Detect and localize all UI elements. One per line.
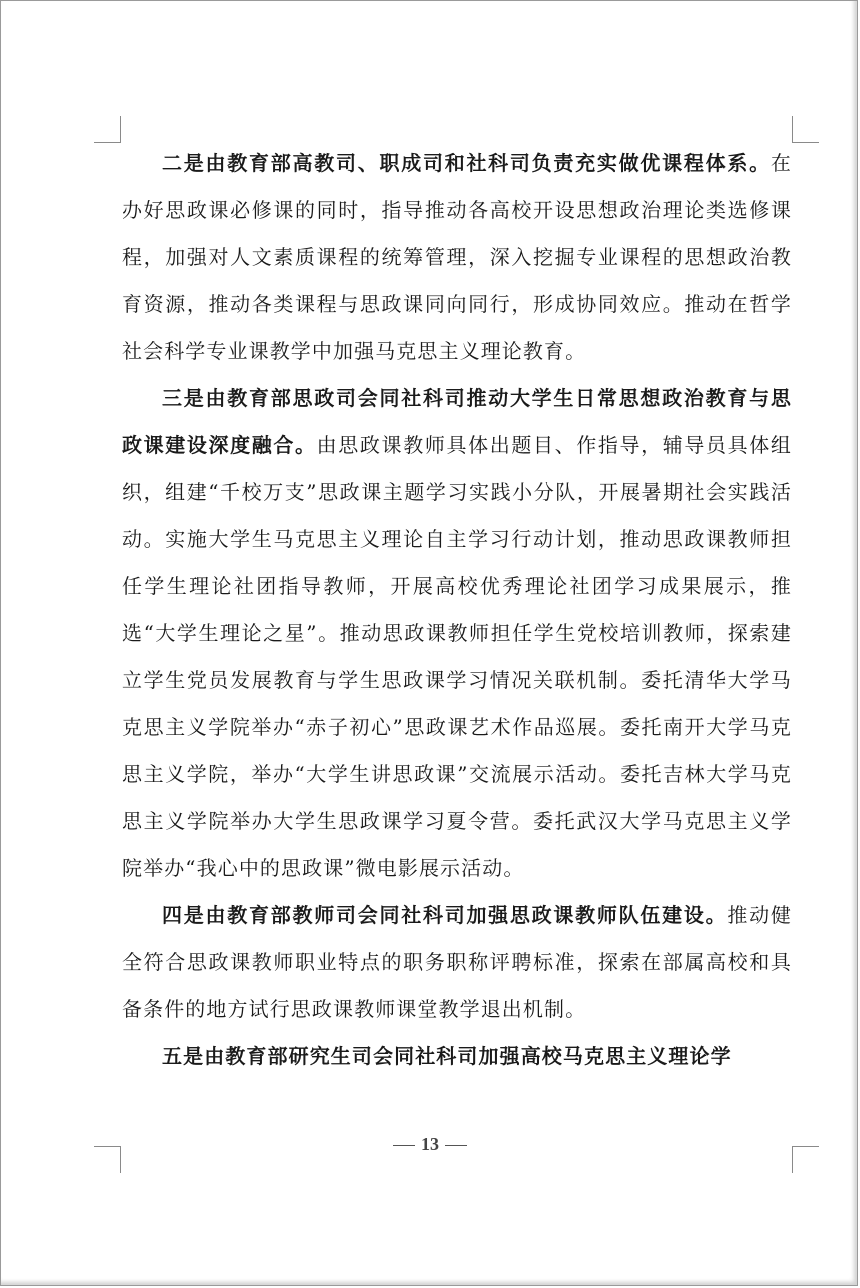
paragraph-lead: 四是由教育部教师司会同社科司加强思政课教师队伍建设。 [162, 903, 728, 927]
paragraph-lead: 五是由教育部研究生司会同社科司加强高校马克思主义理论学 [162, 1044, 732, 1068]
page-number-dash-left [393, 1145, 415, 1146]
paragraph-4 [122, 892, 792, 1033]
paragraph-lead: 三是由教育部思政司会同社科司推动大学生日常思想政治教育与思政课建设深度融合。 [122, 386, 792, 457]
paragraph-text: 由思政课教师具体出题目、作指导，辅导员具体组织，组建“千校万支”思政课主题学习实践小分队，开展暑期社会实践活动。实施大学生马克思主义理论自主学习行动计划，推动思政课教师担任学生理论社团指导教师，开展高校优秀理论社团学习成果展示，推选“大学生理论之星”。推动思政课教师担任学生党校培训教师，探索建立学生党员发展教育与学生思政课学习情况关联机制。委托清华大学马克思主义学院举办“赤子初心”思政课艺术作品巡展。委托南开大学马克思主义学院，举办“大学生讲思政课”交流展示活动。委托吉林大学马克思主义学院举办大学生思政课学习夏令营。委托武汉大学马克思主义学院举办“我心中的思政课”微电影展示活动。 [122, 433, 792, 880]
crop-mark-top-right [792, 116, 819, 143]
document-body [122, 140, 792, 1080]
paragraph-text: 在办好思政课必修课的同时，指导推动各高校开设思想政治理论类选修课程，加强对人文素质课程的统筹管理，深入挖掘专业课程的思想政治教育资源，推动各类课程与思政课同向同行，形成协同效应。推动在哲学社会科学专业课教学中加强马克思主义理论教育。 [122, 151, 792, 363]
page-number [0, 1134, 860, 1155]
page-number-dash-right [445, 1145, 467, 1146]
crop-mark-top-left [94, 116, 121, 143]
paragraph-3 [122, 375, 792, 892]
paragraph-5 [122, 1033, 792, 1080]
paragraph-2 [122, 140, 792, 375]
paragraph-text: 推动健全符合思政课教师职业特点的职务职称评聘标准，探索在部属高校和具备条件的地方试行思政课教师课堂教学退出机制。 [122, 903, 792, 1021]
page-number-value: 13 [421, 1134, 439, 1154]
paragraph-lead: 二是由教育部高教司、职成司和社科司负责充实做优课程体系。 [162, 151, 771, 175]
